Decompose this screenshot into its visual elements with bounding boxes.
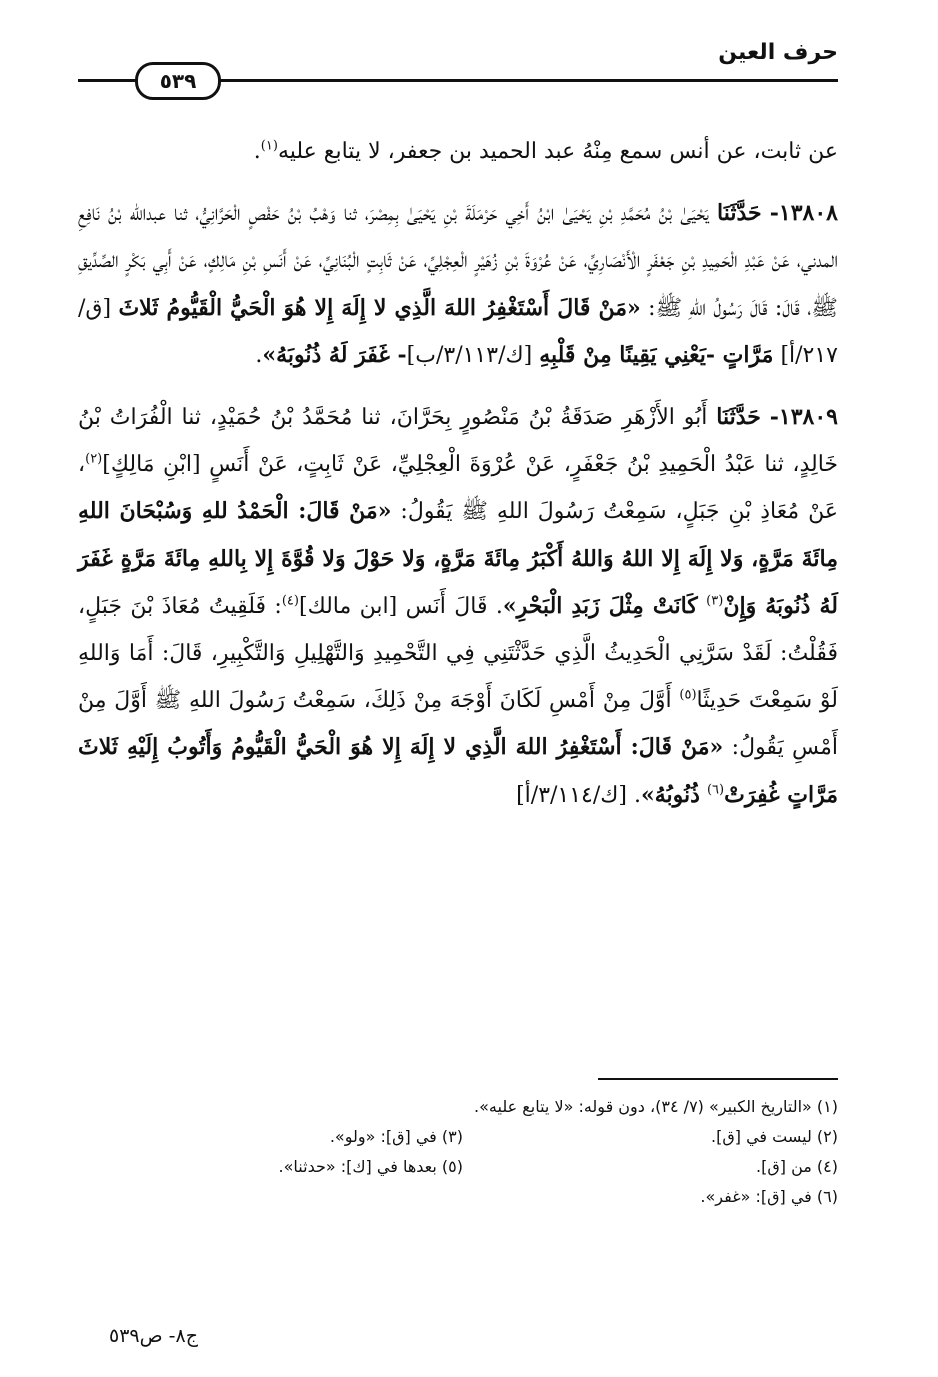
footnote-1: (١) «التاريخ الكبير» (٧/ ٣٤)، دون قوله: «لا يتابع عليه». <box>474 1097 838 1116</box>
isnad-text: ، عَنْ مُعَاذِ بْنِ جَبَلٍ، سَمِعْتُ رَسُولَ اللهِ ﷺ يَقُولُ: <box>78 452 838 525</box>
footnote-row <box>78 1152 838 1182</box>
sentence-end: . <box>634 782 642 808</box>
footnote-row <box>78 1122 838 1152</box>
footnote-marker-5: (٥) <box>679 687 697 703</box>
volume-page-reference: ج٨- ص٥٣٩ <box>109 1325 198 1347</box>
footnote-2: (٢) ليست في [ق]. <box>711 1127 838 1146</box>
manuscript-ref: [ك/٣/١١٣/ب] <box>406 342 533 368</box>
hadith-quote: ذُنُوبُهُ» <box>641 781 700 808</box>
isnad-text: أَبُو الأَزْهَرِ صَدَقَةُ بْنُ مَنْصُورٍ بِحَرَّانَ، ثنا مُحَمَّدُ بْنُ حُمَيْدٍ، ثنا الْفُرَاتُ بْنُ خَالِدٍ، ثنا عَبْدُ الْحَمِيدِ بْنُ جَعْفَرٍ، عَنْ عُرْوَةَ الْعِجْلِيِّ، عَنْ ثَابِتٍ، عَنْ أَنَسٍ [ابْنِ مَالِكٍ] <box>78 405 838 478</box>
hadith-13809 <box>78 394 838 819</box>
hadith-quote: «مَنْ قَالَ أَسْتَغْفِرُ اللهَ الَّذِي لا إِلَهَ إِلا هُوَ الْحَيُّ الْقَيُّومُ ثَلاثَ <box>118 294 641 321</box>
narration-keyword: حَدَّثَنَا <box>716 404 761 431</box>
footnote-6: (٦) في [ق]: «غفر». <box>700 1187 838 1206</box>
opening-line: عن ثابت، عن أنس سمع مِنْهُ عبد الحميد بن جعفر، لا يتابع عليه <box>277 139 838 164</box>
hadith-quote: مَرَّاتٍ -يَعْنِي يَقِينًا مِنْ قَلْبِهِ <box>539 341 774 368</box>
footnote-rule <box>598 1078 838 1080</box>
hadith-quote: «مَنْ قَالَ: الْحَمْدُ للهِ وَسُبْحَانَ اللهِ مِائَةَ مَرَّةٍ، وَلا إِلَهَ إِلا اللهُ وَاللهُ أَكْبَرُ مِائَةَ مَرَّةٍ، وَلا حَوْلَ وَلا قُوَّةَ إِلا بِاللهِ مِائَةَ مَرَّةٍ غَفَرَ لَهُ ذُنُوبَهُ وَإِنْ <box>78 498 838 619</box>
footnote-marker-6: (٦) <box>706 782 725 798</box>
narration-text: أَوَّلَ مِنْ أَمْسِ لَكَانَ أَوْجَهَ مِنْ ذَلِكَ، سَمِعْتُ رَسُولَ اللهِ ﷺ أَوَّلَ مِنْ أَمْسِ يَقُولُ: <box>78 688 838 761</box>
hadith-quote: - غَفَرَ لَهُ ذُنُوبَهُ» <box>262 341 407 368</box>
isnad-text: يَحْيَىٰ بْنُ مُحَمَّدِ بْنِ يَحْيَىٰ ابْنُ أَخِي حَرْمَلَةَ بْنِ يَحْيَىٰ بِمِصْرَ، ثنا وَهْبُ بْنُ حَفْصٍ الْحَرَّانِيُّ، ثنا عبدالله بْنُ نَافِعِ المدني، عَنْ عَبْدِ الْحَمِيدِ بْنِ جَعْفَرٍ الْأَنْصَارِيِّ، عَنْ عُرْوَةَ بْنِ زُهَيْرٍ الْعِجْلِيِّ، عَنْ ثَابِتٍ الْبُنَانِيِّ، عَنْ أَنَسِ بْنِ مَالِكٍ، عَنْ أَبِي بَكْرٍ الصِّدِّيقِ ﷺ، قَالَ: قَالَ رَسُولُ اللهِ ﷺ: <box>78 201 838 321</box>
chapter-title: حرف العين <box>718 40 838 65</box>
footnote-5: (٥) بعدها في [ك]: «حدثنا». <box>278 1157 463 1176</box>
opening-end: . <box>253 139 261 164</box>
footnote-marker-2: (٢) <box>85 451 103 467</box>
page-number-badge: ٥٣٩ <box>135 62 221 100</box>
footnote-4: (٤) من [ق]. <box>756 1157 838 1176</box>
narration-keyword: حَدَّثَنَا <box>717 200 762 227</box>
hadith-quote: كَانَتْ مِثْلَ زَبَدِ الْبَحْرِ» <box>502 592 698 619</box>
footnote-marker-1: (١) <box>260 138 278 154</box>
footnote-row <box>78 1182 838 1212</box>
narration-text: : فَلَقِيتُ مُعَاذَ بْنَ جَبَلٍ، فَقُلْتُ: لَقَدْ سَرَّنِي الْحَدِيثُ الَّذِي حَدَّثْتَنِي فِي التَّحْمِيدِ وَالتَّهْلِيلِ وَالتَّكْبِيرِ، قَالَ: أَمَا وَاللهِ لَوْ سَمِعْتَ حَدِيثًا <box>78 593 838 714</box>
footnote-row <box>78 1092 838 1122</box>
hadith-number: ١٣٨٠٩- <box>769 404 838 431</box>
narration-text: . قَالَ أَنَس [ابن مالك] <box>298 593 503 619</box>
footnote-marker-4: (٤) <box>281 593 299 609</box>
opening-paragraph <box>78 128 838 175</box>
manuscript-ref: [ق/٢١٧/أ] <box>78 295 838 368</box>
footnote-marker-3: (٣) <box>706 593 724 609</box>
hadith-13808 <box>78 190 838 379</box>
sentence-end: . <box>255 342 263 368</box>
footnotes <box>78 1092 838 1212</box>
manuscript-ref: [ك/٣/١١٤/أ] <box>516 782 628 808</box>
hadith-quote: «مَنْ قَالَ: أَسْتَغْفِرُ اللهَ الَّذِي لا إِلَهَ إِلا هُوَ الْحَيُّ الْقَيُّومُ وَأَتُوبُ إِلَيْهِ ثَلاثَ مَرَّاتٍ غُفِرَتْ <box>78 734 838 808</box>
main-text <box>78 128 838 819</box>
hadith-number: ١٣٨٠٨- <box>769 200 838 227</box>
footnote-3: (٣) في [ق]: «ولو». <box>329 1127 463 1146</box>
